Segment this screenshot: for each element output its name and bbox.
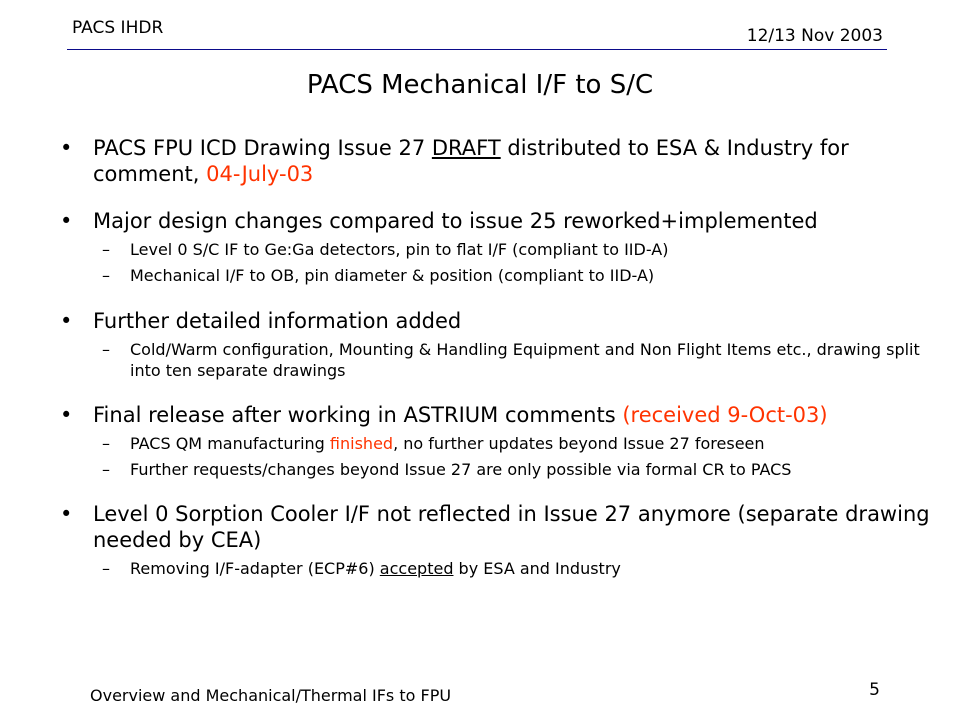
bullet-4-sub-2-text: Further requests/changes beyond Issue 27 are only possible via formal CR to PACS bbox=[130, 460, 792, 479]
bullet-dot: • bbox=[60, 403, 73, 427]
bullet-2-text: Major design changes compared to issue 25 reworked+implemented bbox=[93, 209, 818, 233]
bullet-3 bbox=[60, 308, 945, 334]
slide-title: PACS Mechanical I/F to S/C bbox=[306, 70, 654, 100]
footer-text: Overview and Mechanical/Thermal IFs to FPU bbox=[90, 686, 452, 705]
bullet-4-sub-1-text: PACS QM manufacturing bbox=[130, 434, 330, 453]
bullet-dot: • bbox=[60, 136, 73, 160]
slide-content bbox=[60, 135, 945, 579]
bullet-3-text: Further detailed information added bbox=[93, 309, 462, 333]
bullet-5-sub-1-accepted: accepted bbox=[379, 559, 454, 578]
bullet-4-received: (received 9-Oct-03) bbox=[622, 403, 828, 427]
bullet-2-sub-2-text: Mechanical I/F to OB, pin diameter & position (compliant to IID-A) bbox=[130, 266, 655, 285]
bullet-dot: • bbox=[60, 309, 73, 333]
bullet-4 bbox=[60, 402, 945, 428]
bullet-dot: • bbox=[60, 209, 73, 233]
bullet-1-draft: DRAFT bbox=[431, 136, 501, 160]
sub-dash: – bbox=[102, 559, 110, 578]
header-rule bbox=[67, 49, 887, 50]
sub-dash: – bbox=[102, 434, 110, 453]
bullet-5-sub-1 bbox=[60, 558, 945, 579]
page-number: 5 bbox=[869, 680, 880, 700]
bullet-1-date: 04-July-03 bbox=[206, 162, 314, 186]
bullet-2-sub-2 bbox=[60, 265, 945, 286]
bullet-5-text: Level 0 Sorption Cooler I/F not reflected in Issue 27 anymore (separate drawing needed by CEA) bbox=[93, 502, 930, 552]
sub-dash: – bbox=[102, 460, 110, 479]
bullet-1 bbox=[60, 135, 945, 187]
bullet-2-sub-1 bbox=[60, 239, 945, 260]
bullet-1-text: PACS FPU ICD Drawing Issue 27 bbox=[93, 136, 432, 160]
sub-dash: – bbox=[102, 266, 110, 285]
bullet-4-sub-1 bbox=[60, 433, 945, 454]
bullet-4-sub-1-finished: finished bbox=[329, 434, 394, 453]
bullet-1-text-cont: distributed to ESA & Industry for comment, bbox=[93, 136, 849, 186]
bullet-5 bbox=[60, 501, 945, 553]
bullet-5-sub-1-text-cont: by ESA and Industry bbox=[453, 559, 621, 578]
header-left: PACS IHDR bbox=[72, 18, 164, 38]
sub-dash: – bbox=[102, 240, 110, 259]
sub-dash: – bbox=[102, 340, 110, 359]
bullet-3-sub-1-text: Cold/Warm configuration, Mounting & Handling Equipment and Non Flight Items etc., drawing split into ten separate drawings bbox=[130, 340, 920, 380]
bullet-4-sub-2 bbox=[60, 459, 945, 480]
bullet-2-sub-1-text: Level 0 S/C IF to Ge:Ga detectors, pin to flat I/F (compliant to IID-A) bbox=[130, 240, 669, 259]
bullet-2 bbox=[60, 208, 945, 234]
header-date: 12/13 Nov 2003 bbox=[746, 26, 883, 46]
bullet-5-sub-1-text: Removing I/F-adapter (ECP#6) bbox=[130, 559, 380, 578]
bullet-3-sub-1 bbox=[60, 339, 945, 381]
bullet-4-text: Final release after working in ASTRIUM comments bbox=[93, 403, 623, 427]
bullet-4-sub-1-text-cont: , no further updates beyond Issue 27 foreseen bbox=[393, 434, 765, 453]
bullet-dot: • bbox=[60, 502, 73, 526]
